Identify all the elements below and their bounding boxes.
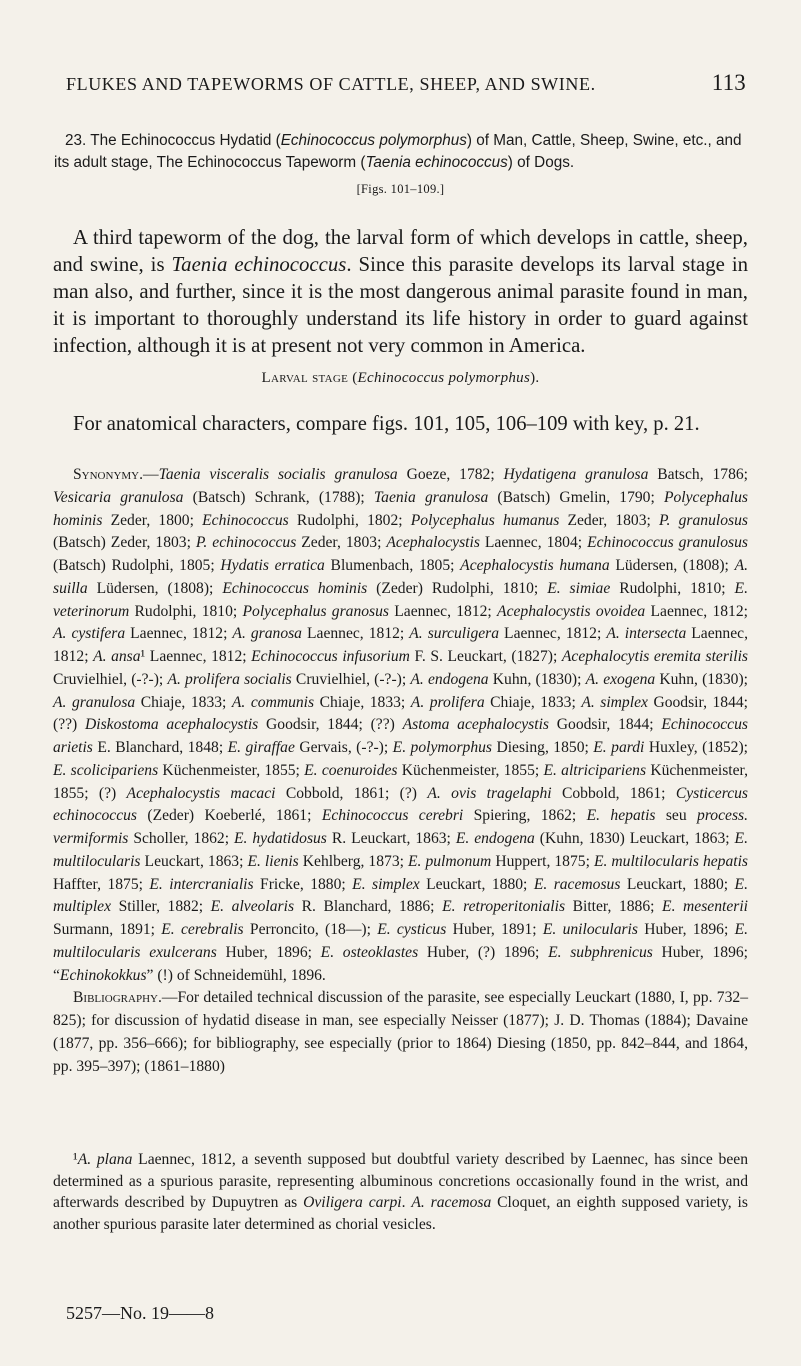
- page-number: 113: [711, 70, 746, 95]
- synonym-name: Taenia visceralis socialis granulosa: [158, 466, 398, 483]
- synonym-citation: Kuhn, (1830);: [655, 670, 748, 688]
- synonym-name: E. alveolaris: [210, 898, 295, 916]
- synonym-name: A. simplex: [581, 693, 648, 711]
- section-heading: [54, 130, 744, 174]
- synonym-citation: Cobbold, 1861;: [551, 784, 676, 802]
- synonym-name: Hydatigena granulosa: [503, 466, 649, 483]
- synonym-citation: (Batsch) Zeder, 1803;: [53, 534, 196, 552]
- synonym-citation: Laennec, 1812;: [301, 625, 410, 643]
- synonym-citation: Laennec, 1812;: [645, 602, 748, 620]
- synonym-citation: Laennec, 1804;: [479, 534, 588, 552]
- synonym-citation: Kehlberg, 1873;: [298, 852, 408, 870]
- synonym-name: A. granulosa: [53, 693, 136, 711]
- synonym-citation: Perroncito, (18—);: [243, 921, 378, 938]
- footnote-text: Cloquet, an eighth supposed variety, is another spurious parasite later determined as chorial vesicles.: [53, 1194, 748, 1233]
- intro-text: A third tapeworm of the dog, the larval form of which develops in cattle, sheep, and swine, is: [53, 226, 748, 276]
- synonym-name: E. endogena: [455, 830, 535, 847]
- footnote-species: Oviligera carpi: [303, 1194, 402, 1211]
- synonym-citation: Diesing, 1850;: [491, 739, 594, 756]
- footnote-text: Laennec, 1812, a seventh supposed but doubtful variety described by Laennec, has since been determined as a spurious parasite, representing albuminous concretions occasionally found in the wrist, and afterwards described by Dupuytren as: [53, 1151, 748, 1211]
- figure-reference: [Figs. 101–109.]: [356, 182, 445, 196]
- synonym-name: A. suilla: [53, 557, 748, 597]
- synonym-name: E. scolicipariens: [53, 761, 159, 779]
- synonym-name: Polycephalus granosus: [242, 602, 389, 620]
- synonym-name: E. lienis: [247, 852, 299, 870]
- intro-text: . Since this parasite develops its larval stage in man also, and further, since it is the most dangerous animal parasite found in man, it is important to thoroughly understand its life history in order to guard against infection, although it is at present not very common in America.: [53, 253, 748, 357]
- synonym-citation: Kuhn, (1830);: [488, 670, 586, 688]
- synonym-name: Acephalocytis eremita sterilis: [561, 648, 748, 665]
- synonym-name: E. cysticus: [377, 921, 447, 938]
- synonym-citation: Zeder, 1803;: [559, 511, 660, 529]
- intro-species: Taenia echinococcus: [171, 253, 347, 276]
- synonym-citation: Scholler, 1862;: [128, 830, 234, 847]
- synonym-name: E. cerebralis: [161, 921, 244, 938]
- synonym-citation: Goodsir, 1844; (??): [53, 693, 749, 734]
- anatomy-paragraph: For anatomical characters, compare figs. 101, 105, 106–109 with key, p. 21.: [73, 413, 700, 435]
- synonym-citation: Huber, 1896;: [216, 943, 321, 961]
- synonym-citation: Leuckart, 1880;: [620, 875, 735, 893]
- synonym-citation: Huber, 1891;: [446, 921, 543, 938]
- synonym-name: E. osteoklastes: [320, 943, 419, 961]
- synonym-name: E. veterinorum: [53, 579, 748, 620]
- bibliography-label: Bibliography.: [73, 989, 162, 1007]
- synonym-name: E. multilocularis hepatis: [593, 852, 748, 870]
- synonym-name: E. altricipariens: [543, 761, 647, 779]
- synonym-citation: Zeder, 1800;: [102, 511, 203, 529]
- synonym-name: E. intercranialis: [149, 875, 254, 893]
- heading-text: ) of Dogs.: [507, 154, 575, 171]
- synonymy-list: [53, 466, 748, 984]
- footnote-species: A. plana: [77, 1151, 133, 1168]
- synonym-name: Acephalocystis ovoidea: [497, 602, 646, 620]
- intro-paragraph: [53, 224, 748, 359]
- footnote: [53, 1149, 748, 1235]
- synonym-name: Echinokokkus: [59, 966, 147, 984]
- synonym-citation: (Batsch) Gmelin, 1790;: [488, 488, 664, 506]
- synonym-citation: Cobbold, 1861; (?): [275, 784, 428, 802]
- synonym-name: process. vermiformis: [53, 807, 748, 847]
- synonym-citation: Chiaje, 1833;: [135, 693, 232, 711]
- synonym-name: E. polymorphus: [392, 739, 492, 756]
- synonym-citation: Cruvielhiel, (-?-);: [53, 670, 168, 688]
- synonym-citation: Chiaje, 1833;: [314, 693, 411, 711]
- synonym-name: E. giraffae: [227, 739, 295, 756]
- running-title: FLUKES AND TAPEWORMS OF CATTLE, SHEEP, AND SWINE.: [66, 74, 596, 94]
- synonym-citation: Huxley, (1852);: [644, 739, 748, 756]
- synonym-citation: Laennec, 1812;: [125, 625, 233, 643]
- synonym-name: A. exogena: [585, 670, 656, 688]
- synonym-name: A. cystifera: [53, 625, 126, 643]
- synonym-name: E. hydatidosus: [234, 830, 327, 847]
- synonym-citation: Laennec, 1812;: [499, 625, 607, 643]
- larval-label: Larval stage: [261, 370, 349, 386]
- synonym-citation: Surmann, 1891;: [53, 921, 162, 938]
- larval-stage-heading: Larval stage (Echinococcus polymorphus).: [261, 370, 540, 386]
- synonym-citation: Goeze, 1782;: [397, 466, 504, 483]
- synonym-citation: Huppert, 1875;: [491, 852, 594, 870]
- heading-text: 23. The Echinococcus Hydatid (: [65, 132, 281, 149]
- synonym-name: Taenia granulosa: [373, 488, 489, 506]
- synonym-citation: Gervais, (-?-);: [294, 739, 393, 756]
- footnote-text: .: [401, 1194, 412, 1211]
- synonym-citation: Rudolphi, 1810;: [610, 579, 735, 597]
- larval-species: Echinococcus polymorphus: [357, 370, 531, 386]
- synonym-citation: Leuckart, 1880;: [419, 875, 534, 893]
- synonym-name: E. mesenterii: [662, 898, 748, 916]
- synonym-citation: R. Leuckart, 1863;: [326, 830, 456, 847]
- synonym-citation: Küchenmeister, 1855;: [397, 761, 544, 779]
- synonym-name: Echinococcus infusorium: [251, 648, 410, 665]
- synonym-name: Echinococcus hominis: [222, 579, 368, 597]
- synonym-name: Acephalocystis humana: [460, 557, 610, 574]
- synonym-citation: Huber, 1896; “: [53, 943, 748, 984]
- synonym-citation: ¹ Laennec, 1812;: [140, 648, 252, 665]
- synonym-name: E. unilocularis: [542, 921, 638, 938]
- synonym-name: E. simiae: [547, 579, 611, 597]
- synonym-citation: F. S. Leuckart, (1827);: [409, 648, 562, 665]
- synonym-name: E. hepatis: [586, 807, 656, 825]
- synonym-name: Astoma acephalocystis: [402, 716, 549, 734]
- synonym-citation: (Zeder) Rudolphi, 1810;: [367, 579, 548, 597]
- synonym-citation: Küchenmeister, 1855;: [158, 761, 305, 779]
- synonym-citation: Rudolphi, 1802;: [288, 511, 411, 529]
- synonym-citation: Bitter, 1886;: [565, 898, 663, 916]
- synonym-name: A. intersecta: [606, 625, 687, 643]
- synonym-citation: Goodsir, 1844;: [549, 716, 662, 734]
- synonymy-paragraph: Synonymy.—Taenia visceralis socialis granulosa Goeze, 1782; Hydatigena granulosa Batsch, 1786; Vesicaria granulosa (Batsch) Schrank, (1788); Taenia granulosa (Batsch) Gmelin, 1790; Polycephalus hominis Zeder, 1800; Echinococcus Rudolphi, 1802; Polycephalus humanus Zeder, 1803; P. granulosus (Batsch) Zeder, 1803; P. echinococcus Zeder, 1803; Acephalocystis Laennec, 1804; Echinococcus granulosus (Batsch) Rudolphi, 1805; Hydatis erratica Blumenbach, 1805; Acephalocystis humana Lüdersen, (1808); A. suilla Lüdersen, (1808); Echinococcus hominis (Zeder) Rudolphi, 1810; E. simiae Rudolphi, 1810; E. veterinorum Rudolphi, 1810; Polycephalus granosus Laennec, 1812; Acephalocystis ovoidea Laennec, 1812; A. cystifera Laennec, 1812; A. granosa Laennec, 1812; A. surculigera Laennec, 1812; A. intersecta Laennec, 1812; A. ansa¹ Laennec, 1812; Echinococcus infusorium F. S. Leuckart, (1827); Acephalocytis eremita sterilis Cruvielhiel, (-?-); A. prolifera socialis Cruvielhiel, (-?-); A. endogena Kuhn, (1830); A. exogena Kuhn, (1830); A. granulosa Chiaje, 1833; A. communis Chiaje, 1833; A. prolifera Chiaje, 1833; A. simplex Goodsir, 1844; (??) Diskostoma acephalocystis Goodsir, 1844; (??) Astoma acephalocystis Goodsir, 1844; Echinococcus arietis E. Blanchard, 1848; E. giraffae Gervais, (-?-); E. polymorphus Diesing, 1850; E. pardi Huxley, (1852); E. scolicipariens Küchenmeister, 1855; E. coenuroides Küchenmeister, 1855; E. altricipariens Küchenmeister, 1855; (?) Acephalocystis macaci Cobbold, 1861; (?) A. ovis tragelaphi Cobbold, 1861; Cysticercus echinococcus (Zeder) Koeberlé, 1861; Echinococcus cerebri Spiering, 1862; E. hepatis seu process. vermiformis Scholler, 1862; E. hydatidosus R. Leuckart, 1863; E. endogena (Kuhn, 1830) Leuckart, 1863; E. multilocularis Leuckart, 1863; E. lienis Kehlberg, 1873; E. pulmonum Huppert, 1875; E. multilocularis hepatis Haffter, 1875; E. intercranialis Fricke, 1880; E. simplex Leuckart, 1880; E. racemosus Leuckart, 1880; E. multiplex Stiller, 1882; E. alveolaris R. Blanchard, 1886; E. retroperitonialis Bitter, 1886; E. mesenterii Surmann, 1891; E. cerebralis Perroncito, (18—); E. cysticus Huber, 1891; E. unilocularis Huber, 1896; E. multilocularis exulcerans Huber, 1896; E. osteoklastes Huber, (?) 1896; E. subphrenicus Huber, 1896; “Echinokokkus” (!) of Schneidemühl, 1896. Bibliography.—For detailed technical discussion of the parasite, see especially Leuckart (1880, I, pp. 732–825); for discussion of hydatid disease in man, see especially Neisser (1877); J. D. Thomas (1884); Davaine (1877, pp. 356–666); for bibliography, see especially (prior to 1864) Diesing (1850, pp. 842–844, and 1864, pp. 395–397); (1861–1880): [53, 466, 749, 1075]
- synonym-name: E. multilocularis exulcerans: [53, 921, 748, 961]
- synonym-citation: Haffter, 1875;: [53, 875, 150, 893]
- running-head: [66, 70, 746, 95]
- synonym-citation: Goodsir, 1844; (??): [258, 716, 403, 734]
- bibliography-text: —For detailed technical discussion of the parasite, see especially Leuckart (1880, I, pp. 732–825); for discussion of hydatid disease in man, see especially Neisser (1877); J. D. Thomas (1884); Davaine (1877, pp. 356–666); for bibliography, see especially (prior to 1864) Diesing (1850, pp. 842–844, and 1864, pp. 395–397); (1861–1880): [53, 989, 748, 1075]
- synonym-name: Cysticercus echinococcus: [53, 784, 748, 825]
- synonym-name: A. granosa: [232, 625, 302, 643]
- synonym-name: E. retroperitonialis: [442, 898, 566, 916]
- synonym-citation: (Kuhn, 1830) Leuckart, 1863;: [534, 830, 735, 847]
- heading-text: ) of Man, Cattle, Sheep, Swine, etc., and its adult stage, The Echinococcus Tapeworm (: [54, 132, 742, 171]
- synonym-citation: (Batsch) Rudolphi, 1805;: [53, 557, 221, 574]
- synonym-name: A. prolifera socialis: [167, 670, 292, 688]
- synonym-citation: Fricke, 1880;: [253, 875, 353, 893]
- synonym-name: E. coenuroides: [304, 761, 398, 779]
- synonym-name: E. racemosus: [533, 875, 621, 893]
- synonym-name: Echinococcus granulosus: [587, 534, 748, 552]
- synonym-citation: ” (!) of Schneidemühl, 1896.: [146, 966, 326, 984]
- synonym-citation: Huber, (?) 1896;: [418, 943, 549, 961]
- synonym-citation: Rudolphi, 1810;: [129, 602, 243, 620]
- synonym-citation: Blumenbach, 1805;: [324, 557, 461, 574]
- synonym-name: Acephalocystis macaci: [126, 784, 276, 802]
- synonym-name: A. surculigera: [409, 625, 500, 643]
- synonym-name: E. subphrenicus: [548, 943, 653, 961]
- synonym-name: Echinococcus: [202, 511, 289, 529]
- synonym-name: A. ansa: [93, 648, 141, 665]
- footnote-mark: ¹: [73, 1151, 78, 1168]
- synonym-citation: (Batsch) Schrank, (1788);: [183, 488, 374, 506]
- synonym-name: E. pulmonum: [408, 852, 492, 870]
- synonym-name: A. ovis tragelaphi: [427, 784, 552, 802]
- synonym-name: Echinococcus arietis: [53, 716, 748, 756]
- footnote-species: A. racemosa: [411, 1194, 492, 1211]
- printer-signature: 5257—No. 19——8: [66, 1303, 214, 1323]
- heading-species: Echinococcus polymorphus: [280, 132, 467, 149]
- synonym-citation: Lüdersen, (1808);: [87, 579, 223, 597]
- synonym-citation: E. Blanchard, 1848;: [92, 739, 228, 756]
- synonym-citation: Lüdersen, (1808);: [609, 557, 735, 574]
- synonym-name: A. endogena: [410, 670, 489, 688]
- synonym-name: E. simplex: [352, 875, 420, 893]
- synonym-citation: seu: [655, 807, 698, 825]
- synonym-name: Acephalocystis: [386, 534, 480, 552]
- synonym-citation: Spiering, 1862;: [463, 807, 587, 825]
- synonymy-label: Synonymy.: [73, 466, 144, 483]
- synonym-citation: Leuckart, 1863;: [140, 852, 248, 870]
- synonym-name: Diskostoma acephalocystis: [85, 716, 259, 734]
- synonym-citation: Cruvielhiel, (-?-);: [291, 670, 411, 688]
- synonym-citation: Küchenmeister, 1855; (?): [53, 761, 748, 802]
- synonym-citation: R. Blanchard, 1886;: [294, 898, 443, 916]
- synonym-name: E. pardi: [593, 739, 645, 756]
- synonym-citation: Zeder, 1803;: [296, 534, 387, 552]
- synonym-name: P. granulosus: [659, 511, 748, 529]
- synonym-name: A. prolifera: [410, 693, 485, 711]
- synonym-name: Polycephalus humanus: [410, 511, 560, 529]
- synonym-citation: Laennec, 1812;: [53, 625, 748, 665]
- synonym-citation: Laennec, 1812;: [389, 602, 498, 620]
- heading-tapeworm: Taenia echinococcus: [365, 154, 508, 171]
- synonym-citation: Huber, 1896;: [637, 921, 735, 938]
- synonym-citation: Batsch, 1786;: [648, 466, 748, 483]
- synonym-name: E. multilocularis: [53, 830, 748, 870]
- synonym-name: Vesicaria granulosa: [53, 488, 184, 506]
- synonym-name: Hydatis erratica: [220, 557, 325, 574]
- synonym-name: A. communis: [231, 693, 315, 711]
- synonym-name: Polycephalus hominis: [53, 488, 748, 529]
- synonym-citation: (Zeder) Koeberlé, 1861;: [137, 807, 322, 825]
- synonym-name: P. echinococcus: [195, 534, 297, 552]
- synonym-citation: Chiaje, 1833;: [484, 693, 582, 711]
- synonym-name: E. multiplex: [53, 875, 748, 916]
- synonym-name: Echinococcus cerebri: [321, 807, 464, 825]
- synonym-citation: Stiller, 1882;: [111, 898, 211, 916]
